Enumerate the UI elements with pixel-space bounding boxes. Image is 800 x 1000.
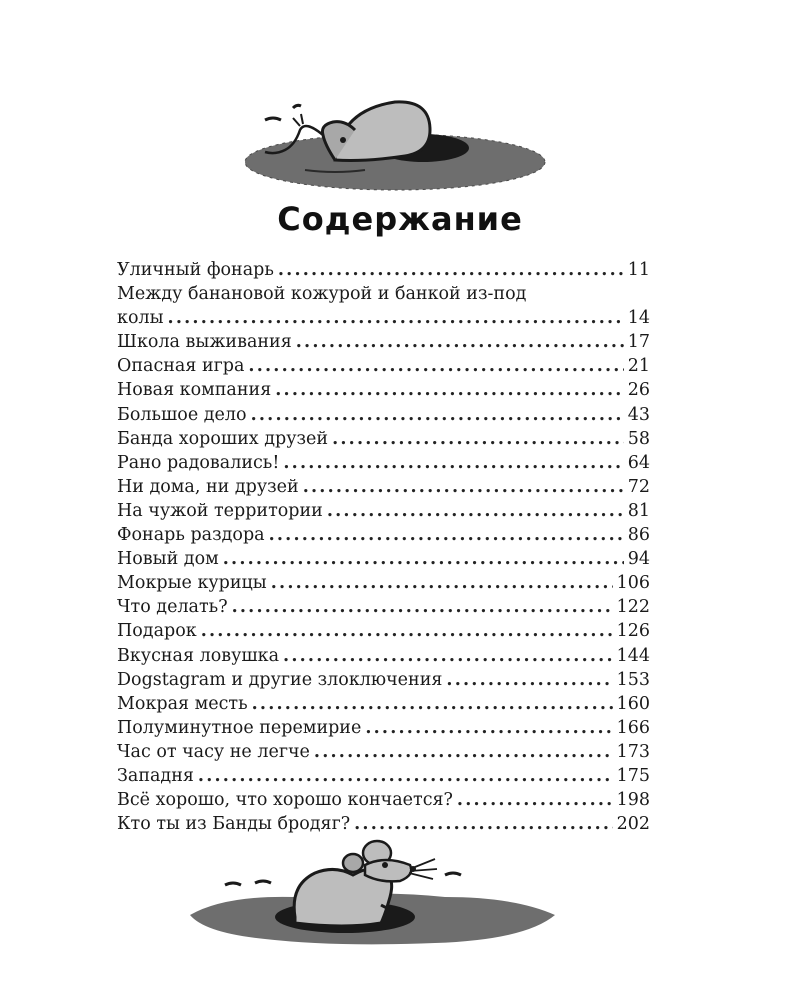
toc-entry-page: 21 — [627, 356, 650, 377]
toc-entry — [117, 716, 650, 740]
toc-entry — [117, 499, 650, 523]
toc-entry-page: 81 — [627, 500, 650, 521]
toc-leader-dots — [283, 644, 613, 668]
toc-entry-page: 86 — [627, 525, 650, 546]
toc-entry — [117, 788, 650, 812]
toc-leader-dots — [248, 354, 623, 378]
toc-entry-title: Школа выживания — [117, 332, 292, 353]
toc-entry-page: 198 — [616, 790, 650, 811]
toc-entry-title: Опасная игра — [117, 356, 245, 377]
toc-entry-page: 202 — [616, 814, 650, 835]
toc-entry — [117, 668, 650, 692]
toc-entry — [117, 403, 650, 427]
toc-leader-dots — [446, 668, 612, 692]
toc-leader-dots — [457, 788, 613, 812]
toc-entry-page: 26 — [627, 380, 650, 401]
toc-leader-dots — [365, 716, 612, 740]
toc-leader-dots — [271, 571, 613, 595]
toc-entry-page: 173 — [616, 741, 650, 762]
toc-entry-page: 11 — [627, 260, 650, 280]
toc-leader-dots — [232, 595, 613, 619]
toc-entry — [117, 378, 650, 402]
toc-entry-title: Вкусная ловушка — [117, 645, 280, 666]
toc-leader-dots — [283, 451, 623, 475]
toc-entry-title: Между банановой кожурой и банкой из-под — [117, 284, 527, 305]
toc-entry-page: 72 — [627, 476, 650, 497]
toc-entry-page: 153 — [616, 669, 650, 690]
toc-entry-title: Dogstagram и другие злоключения — [117, 669, 443, 690]
toc-entry — [117, 571, 650, 595]
toc-entry-title: Уличный фонарь — [117, 260, 274, 280]
toc-entry-page: 144 — [616, 645, 650, 666]
toc-entry — [117, 427, 650, 451]
toc-entry — [117, 619, 650, 643]
toc-entry-title: Новый дом — [117, 549, 219, 570]
toc-leader-dots — [303, 475, 624, 499]
toc-leader-dots — [201, 619, 613, 643]
toc-entry — [117, 644, 650, 668]
toc-entry — [117, 595, 650, 619]
toc-entry-title: На чужой территории — [117, 500, 323, 521]
toc-leader-dots — [354, 812, 612, 836]
toc-entry — [117, 764, 650, 788]
toc-entry-first-line — [117, 282, 650, 306]
page-title: Содержание — [277, 200, 523, 238]
toc-leader-dots — [252, 692, 613, 716]
toc-leader-dots — [251, 403, 624, 427]
toc-entry-title: Западня — [117, 765, 194, 786]
toc-entry — [117, 354, 650, 378]
toc-entry — [117, 475, 650, 499]
toc-entry-page: 17 — [627, 332, 650, 353]
toc-entry-title: Банда хороших друзей — [117, 428, 329, 449]
toc-entry-title: Большое дело — [117, 404, 247, 425]
table-of-contents — [117, 258, 650, 836]
toc-entry-page: 160 — [616, 693, 650, 714]
toc-entry-title: Фонарь раздора — [117, 525, 265, 546]
toc-entry-page: 14 — [627, 308, 650, 329]
toc-entry — [117, 547, 650, 571]
toc-entry — [117, 451, 650, 475]
toc-leader-dots — [168, 306, 624, 330]
toc-leader-dots — [269, 523, 624, 547]
toc-leader-dots — [296, 330, 624, 354]
toc-entry-page: 122 — [616, 597, 650, 618]
toc-entry — [117, 692, 650, 716]
toc-entry-page: 175 — [616, 765, 650, 786]
toc-entry — [117, 523, 650, 547]
toc-entry-title: Полуминутное перемирие — [117, 717, 362, 738]
toc-entry-page: 43 — [627, 404, 650, 425]
toc-entry-title: Мокрая месть — [117, 693, 248, 714]
toc-entry — [117, 812, 650, 836]
toc-leader-dots — [198, 764, 613, 788]
toc-entry — [117, 306, 650, 330]
toc-entry-title: Рано радовались! — [117, 452, 280, 473]
toc-entry — [117, 330, 650, 354]
rat-in-hole-icon — [205, 90, 550, 200]
toc-leader-dots — [327, 499, 624, 523]
toc-entry-title: Мокрые курицы — [117, 573, 267, 594]
toc-entry — [117, 258, 650, 282]
toc-leader-dots — [223, 547, 624, 571]
toc-entry-title: Час от часу не легче — [117, 741, 310, 762]
toc-entry — [117, 740, 650, 764]
toc-entry-title: Кто ты из Банды бродяг? — [117, 814, 351, 835]
toc-entry-title: Новая компания — [117, 380, 272, 401]
toc-entry-title: Ни дома, ни друзей — [117, 476, 299, 497]
toc-entry-page: 166 — [616, 717, 650, 738]
rat-emerging-icon — [185, 835, 560, 950]
toc-entry-page: 64 — [627, 452, 650, 473]
toc-entry-page: 126 — [616, 621, 650, 642]
toc-leader-dots — [278, 258, 624, 282]
toc-entry-page: 94 — [627, 549, 650, 570]
toc-entry-title: Что делать? — [117, 597, 228, 618]
toc-entry-page: 58 — [627, 428, 650, 449]
toc-entry-page: 106 — [616, 573, 650, 594]
toc-entry-title: Подарок — [117, 621, 197, 642]
toc-entry-title: Всё хорошо, что хорошо кончается? — [117, 790, 453, 811]
toc-entry-title-continued: колы — [117, 308, 164, 329]
toc-leader-dots — [275, 378, 623, 402]
toc-leader-dots — [332, 427, 624, 451]
toc-leader-dots — [314, 740, 613, 764]
